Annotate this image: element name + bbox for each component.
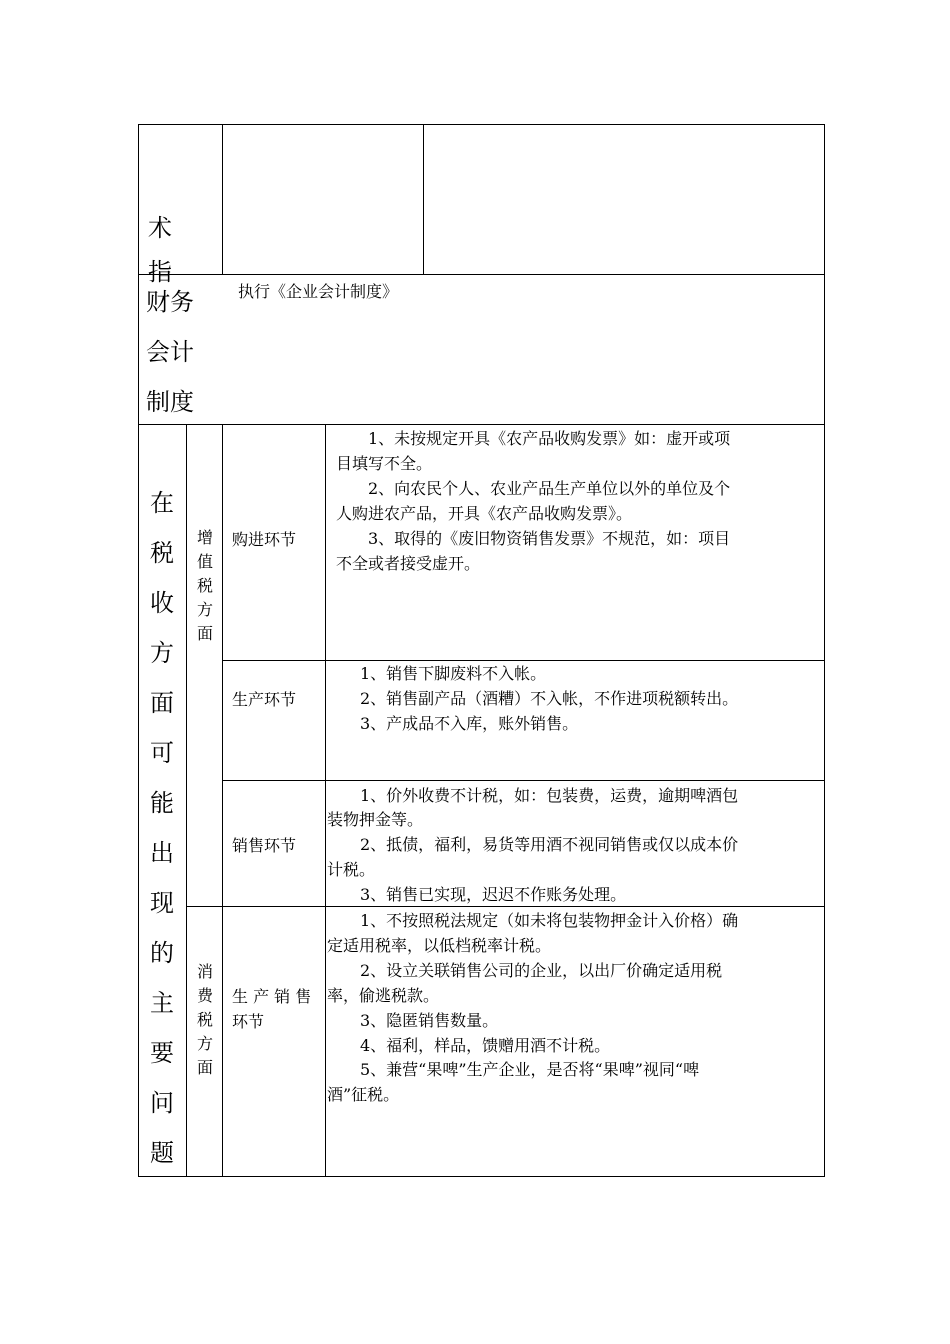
- col-divider-tax-type: [222, 424, 223, 1177]
- col-divider-tech-1: [222, 124, 223, 274]
- stage-sales: 销售环节: [232, 836, 297, 855]
- row-divider-sales: [222, 780, 825, 781]
- purchase-issue-line: 3、取得的《废旧物资销售发票》不规范，如：项目: [368, 529, 731, 548]
- consumption-label-char: 方: [196, 1034, 213, 1053]
- table-left-border: [138, 124, 139, 1177]
- consumption-issue-line: 5、兼营“果啤”生产企业，是否将“果啤”视同“啤: [360, 1060, 700, 1079]
- table-top-border: [138, 124, 825, 125]
- vat-label-char: 方: [196, 600, 213, 619]
- sales-issue-line: 计税。: [327, 860, 376, 879]
- tax-main-char: 税: [150, 539, 174, 567]
- production-issue-line: 1、销售下脚废料不入帐。: [360, 664, 547, 683]
- col-divider-tech-2: [423, 124, 424, 274]
- tax-main-char: 方: [150, 639, 174, 667]
- vat-label-char: 税: [196, 576, 213, 595]
- tech-label-line-1: 术: [148, 214, 172, 242]
- tax-main-char: 可: [150, 739, 174, 767]
- purchase-issue-line: 人购进农产品，开具《农产品收购发票》。: [336, 504, 633, 523]
- consumption-issue-line: 定适用税率，以低档税率计税。: [327, 936, 552, 955]
- tax-main-char: 的: [150, 939, 174, 967]
- consumption-label-char: 消: [196, 962, 213, 981]
- consumption-label-char: 税: [196, 1010, 213, 1029]
- tech-label-line-2: 指: [148, 258, 172, 286]
- consumption-issue-line: 1、不按照税法规定（如未将包装物押金计入价格）确: [360, 911, 739, 930]
- tax-main-char: 现: [150, 889, 174, 917]
- tax-main-label: [147, 478, 177, 1178]
- tax-main-char: 在: [150, 489, 174, 517]
- finance-label-line-3: 制度: [146, 388, 194, 416]
- tax-main-char: 问: [150, 1089, 174, 1117]
- production-issue-line: 3、产成品不入库，账外销售。: [360, 714, 579, 733]
- consumption-issue-line: 2、设立关联销售公司的企业，以出厂价确定适用税: [360, 961, 723, 980]
- stage-production: 生产环节: [232, 690, 297, 709]
- stage-purchase: 购进环节: [232, 530, 297, 549]
- table-bottom-border: [138, 1176, 825, 1177]
- consumption-issue-line: 酒”征税。: [327, 1085, 400, 1104]
- purchase-issue-line: 2、向农民个人、农业产品生产单位以外的单位及个: [368, 479, 731, 498]
- tax-main-char: 要: [150, 1039, 174, 1067]
- tax-main-char: 主: [150, 989, 174, 1017]
- stage-production-sales-line-1: 生 产 销 售: [232, 987, 312, 1006]
- consumption-label: [194, 960, 216, 1080]
- tax-main-char: 收: [150, 589, 174, 617]
- col-divider-main: [186, 424, 187, 1177]
- finance-label-line-1: 财务: [146, 288, 194, 316]
- finance-label-line-2: 会计: [146, 338, 194, 366]
- purchase-issue-line: 目填写不全。: [336, 454, 433, 473]
- production-issue-line: 2、销售副产品（酒糟）不入帐，不作进项税额转出。: [360, 689, 739, 708]
- row-divider-finance: [138, 274, 825, 275]
- tax-main-char: 题: [150, 1139, 174, 1167]
- col-divider-stage: [325, 424, 326, 1177]
- consumption-issue-line: 3、隐匿销售数量。: [360, 1011, 499, 1030]
- row-divider-tax: [138, 424, 825, 425]
- vat-label-char: 值: [196, 552, 213, 571]
- sales-issue-line: 装物押金等。: [327, 810, 424, 829]
- vat-label-char: 面: [196, 624, 213, 643]
- purchase-issue-line: 1、未按规定开具《农产品收购发票》如：虚开或项: [368, 429, 731, 448]
- row-divider-production: [222, 660, 825, 661]
- sales-issue-line: 2、抵债，福利，易货等用酒不视同销售或仅以成本价: [360, 835, 739, 854]
- finance-value: 执行《企业会计制度》: [238, 282, 399, 301]
- tax-main-char: 出: [150, 839, 174, 867]
- consumption-issue-line: 率，偷逃税款。: [327, 986, 440, 1005]
- consumption-issue-line: 4、福利，样品，馈赠用酒不计税。: [360, 1036, 611, 1055]
- stage-production-sales-line-2: 环节: [232, 1012, 265, 1031]
- consumption-label-char: 面: [196, 1058, 213, 1077]
- purchase-issue-line: 不全或者接受虚开。: [336, 554, 481, 573]
- sales-issue-line: 3、销售已实现，迟迟不作账务处理。: [360, 885, 627, 904]
- consumption-label-char: 费: [196, 986, 213, 1005]
- tax-main-char: 面: [150, 689, 174, 717]
- vat-label: [194, 526, 216, 646]
- vat-label-char: 增: [196, 528, 213, 547]
- tax-main-char: 能: [150, 789, 174, 817]
- sales-issue-line: 1、价外收费不计税，如：包装费，运费，逾期啤酒包: [360, 786, 739, 805]
- table-right-border: [824, 124, 825, 1177]
